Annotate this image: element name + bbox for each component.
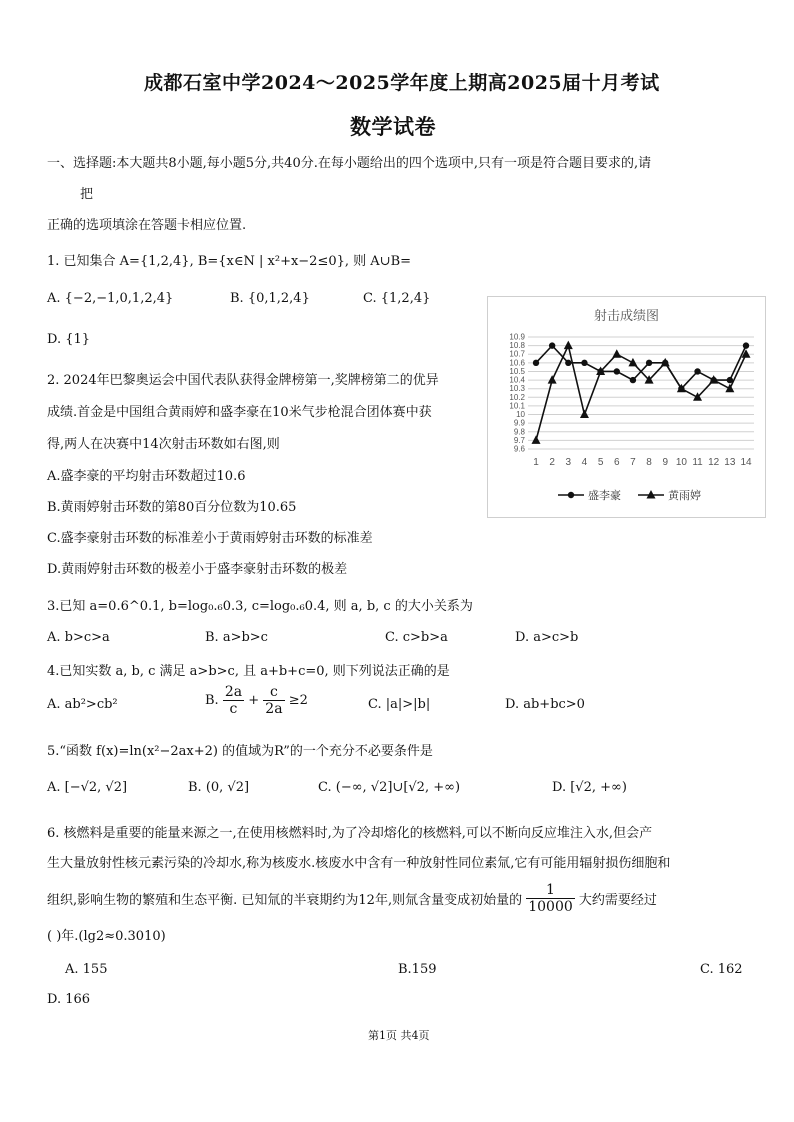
series-1-point xyxy=(533,360,539,366)
x-tick-label: 10 xyxy=(675,457,687,468)
chart-title: 射击成绩图 xyxy=(593,309,659,324)
series-1-point xyxy=(614,368,620,374)
q3-option-c: C. c>b>a xyxy=(385,630,448,645)
x-tick-label: 11 xyxy=(692,457,703,468)
series-2-point xyxy=(628,358,637,367)
q4-b-frac2-den: 2a xyxy=(265,701,283,717)
y-tick-label: 10.1 xyxy=(509,401,525,411)
series-2-point xyxy=(580,410,589,419)
q2-option-b: B.黄雨婷射击环数的第80百分位数为10.65 xyxy=(47,500,297,515)
section-intro-line3: 正确的选项填涂在答题卡相应位置. xyxy=(47,218,247,233)
page-title: 成都石室中学2024～2025学年度上期高2025届十月考试 xyxy=(144,72,660,94)
x-tick-label: 7 xyxy=(630,457,636,468)
q4-option-b-prefix: B. xyxy=(205,693,219,708)
q5-option-c: C. (−∞, √2]∪[√2, +∞) xyxy=(318,780,461,795)
q5-option-d: D. [√2, +∞) xyxy=(552,780,627,795)
q3-option-a: A. b>c>a xyxy=(47,630,110,645)
q1-option-b: B. {0,1,2,4} xyxy=(230,291,310,306)
series-2-point xyxy=(532,435,541,444)
q2-line3: 得,两人在决赛中14次射击环数如右图,则 xyxy=(47,437,280,452)
series-2-point xyxy=(612,349,621,358)
x-tick-label: 5 xyxy=(597,457,604,468)
y-tick-label: 10.5 xyxy=(509,366,525,376)
x-tick-label: 9 xyxy=(662,457,669,468)
series-1-point xyxy=(694,368,700,374)
q6-line1: 6. 核燃料是重要的能量来源之一,在使用核燃料时,为了冷却熔化的核燃料,可以不断向反应堆注入水,但会产 xyxy=(47,826,653,841)
q2-line2: 成绩.首金是中国组合黄雨婷和盛李豪在10米气步枪混合团体赛中获 xyxy=(47,405,432,420)
y-tick-label: 10.8 xyxy=(509,341,525,351)
x-tick-label: 8 xyxy=(646,457,652,468)
q6-line3 xyxy=(47,882,657,915)
q5-option-a: A. [−√2, √2] xyxy=(47,780,128,795)
chart-plot xyxy=(488,297,765,517)
x-tick-label: 14 xyxy=(740,457,752,468)
legend-marker-circle xyxy=(568,492,574,498)
q6-line3-post: 大约需要经过 xyxy=(578,893,657,908)
q3-option-d: D. a>c>b xyxy=(515,630,579,645)
q6-line4: ( )年.(lg2≈0.3010) xyxy=(47,929,166,944)
legend-label: 黄雨婷 xyxy=(668,489,701,502)
y-tick-label: 10 xyxy=(516,410,525,420)
legend-label: 盛李豪 xyxy=(588,489,621,502)
q5-option-b: B. (0, √2] xyxy=(188,780,250,795)
q2-option-d: D.黄雨婷射击环数的极差小于盛李豪射击环数的极差 xyxy=(47,562,348,577)
series-1-point xyxy=(565,360,571,366)
series-2-point xyxy=(564,341,573,350)
y-tick-label: 10.9 xyxy=(509,332,525,342)
y-tick-label: 9.7 xyxy=(513,435,525,445)
y-tick-label: 9.9 xyxy=(513,418,525,428)
q4-b-frac1-den: c xyxy=(229,701,238,717)
y-tick-label: 9.6 xyxy=(513,444,525,454)
y-tick-label: 10.4 xyxy=(509,375,525,385)
q6-frac-num: 1 xyxy=(526,882,575,899)
y-tick-label: 10.7 xyxy=(509,349,525,359)
x-tick-label: 12 xyxy=(708,457,720,468)
q6-option-b: B.159 xyxy=(398,962,437,977)
y-tick-label: 9.8 xyxy=(513,427,525,437)
x-tick-label: 1 xyxy=(533,457,539,468)
section-intro-line2: 把 xyxy=(80,187,94,202)
x-tick-label: 6 xyxy=(613,457,620,468)
y-tick-label: 10.6 xyxy=(509,358,525,368)
series-2-point xyxy=(548,375,557,384)
q4-option-b-fraction1 xyxy=(223,684,244,717)
q6-option-d: D. 166 xyxy=(47,992,91,1007)
x-tick-label: 2 xyxy=(549,457,555,468)
page-subtitle: 数学试卷 xyxy=(350,114,436,139)
q1-stem: 1. 已知集合 A={1,2,4}, B={x∈N | x²+x−2≤0}, 则 A∪B= xyxy=(47,254,412,269)
q4-b-plus: + xyxy=(248,693,260,708)
y-tick-label: 10.3 xyxy=(509,384,525,394)
q4-stem: 4.已知实数 a, b, c 满足 a>b>c, 且 a+b+c=0, 则下列说法正确的是 xyxy=(47,664,450,679)
page-footer: 第1页 共4页 xyxy=(368,1029,430,1042)
q3-option-b: B. a>b>c xyxy=(205,630,268,645)
q4-option-b xyxy=(205,684,308,717)
q4-option-b-fraction2 xyxy=(263,684,284,717)
q4-option-d: D. ab+bc>0 xyxy=(505,697,585,712)
q4-b-frac2-num: c xyxy=(263,684,284,701)
q4-b-frac1-num: 2a xyxy=(224,684,243,700)
shooting-chart xyxy=(487,296,766,518)
q2-option-c: C.盛李豪射击环数的标准差小于黄雨婷射击环数的标准差 xyxy=(47,531,373,546)
series-1-point xyxy=(630,377,636,383)
x-tick-label: 3 xyxy=(565,457,572,468)
y-tick-label: 10.2 xyxy=(509,392,525,402)
q1-option-d: D. {1} xyxy=(47,332,91,347)
series-1-point xyxy=(646,360,652,366)
q2-line1: 2. 2024年巴黎奥运会中国代表队获得金牌榜第一,奖牌榜第二的优异 xyxy=(47,373,439,388)
q6-line2: 生大量放射性核元素污染的冷却水,称为核废水.核废水中含有一种放射性同位素氚,它有可能用辐射损伤细胞和 xyxy=(47,856,671,871)
q6-fraction xyxy=(526,882,575,915)
section-intro-line1: 一、选择题:本大题共8小题,每小题5分,共40分.在每小题给出的四个选项中,只有一项是符合题目要求的,请 xyxy=(47,156,652,171)
x-tick-label: 4 xyxy=(581,457,588,468)
series-1-point xyxy=(581,360,587,366)
q4-b-suffix: ≥2 xyxy=(288,693,308,708)
series-2-point xyxy=(725,384,734,393)
q6-frac-den: 10000 xyxy=(528,899,573,915)
series-1-point xyxy=(743,342,749,348)
q6-option-c: C. 162 xyxy=(700,962,743,977)
q4-option-c: C. |a|>|b| xyxy=(368,697,431,712)
q3-stem: 3.已知 a=0.6^0.1, b=log₀.₆0.3, c=log₀.₆0.4, 则 a, b, c 的大小关系为 xyxy=(47,599,473,614)
q1-option-a: A. {−2,−1,0,1,2,4} xyxy=(47,291,174,306)
q2-option-a: A.盛李豪的平均射击环数超过10.6 xyxy=(47,469,246,484)
series-1-point xyxy=(549,342,555,348)
q6-line3-pre: 组织,影响生物的繁殖和生态平衡. 已知氚的半衰期约为12年,则氚含量变成初始量的 xyxy=(47,893,523,908)
x-tick-label: 13 xyxy=(724,457,736,468)
q6-option-a: A. 155 xyxy=(65,962,108,977)
q4-option-a: A. ab²>cb² xyxy=(47,697,118,712)
q5-stem: 5.“函数 f(x)=ln(x²−2ax+2) 的值域为R”的一个充分不必要条件是 xyxy=(47,744,433,759)
q1-option-c: C. {1,2,4} xyxy=(363,291,431,306)
